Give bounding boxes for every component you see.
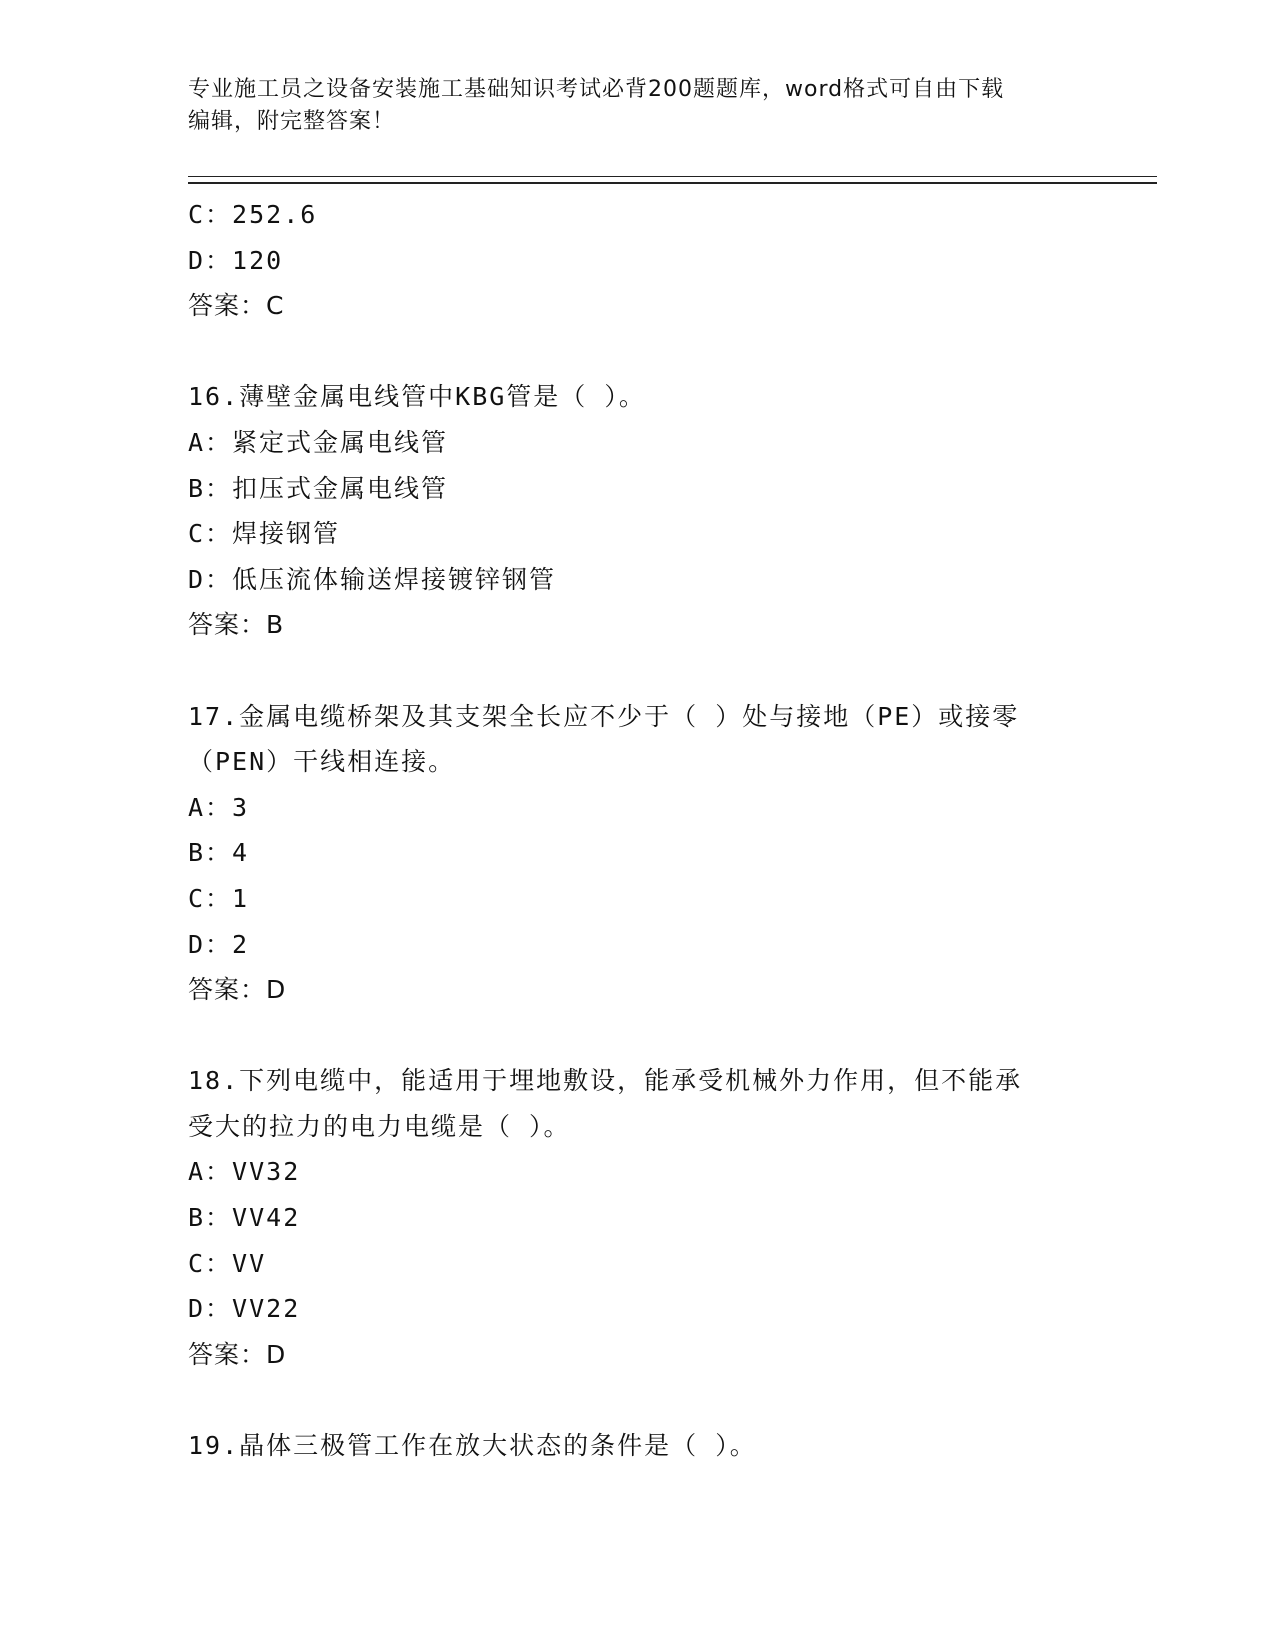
- option-d: D：2: [188, 929, 250, 959]
- option-c: C：焊接钢管: [188, 519, 341, 549]
- answer-line: 答案：B: [188, 610, 285, 640]
- option-b: B：VV42: [188, 1203, 301, 1233]
- prev-question-tail: [188, 192, 1118, 329]
- question-19: [188, 1423, 1118, 1469]
- question-text: 17.金属电缆桥架及其支架全长应不少于（ ）处与接地（PE）或接零: [188, 701, 1020, 731]
- option-a: A：紧定式金属电线管: [188, 427, 449, 457]
- spacer: [188, 648, 1118, 694]
- option-d: D：VV22: [188, 1294, 301, 1324]
- question-16: [188, 374, 1118, 648]
- question-text-continued: （PEN）干线相连接。: [188, 747, 456, 777]
- question-text: 19.晶体三极管工作在放大状态的条件是（ ）。: [188, 1431, 757, 1461]
- document-header: [188, 74, 1088, 138]
- spacer: [188, 1377, 1118, 1423]
- question-text: 18.下列电缆中，能适用于埋地敷设，能承受机械外力作用，但不能承: [188, 1066, 1023, 1096]
- answer-line: 答案：D: [188, 1339, 287, 1369]
- question-18: [188, 1058, 1118, 1377]
- question-17: [188, 694, 1118, 1013]
- option-c: C：1: [188, 883, 250, 913]
- option-b: B：4: [188, 838, 250, 868]
- option-a: A：3: [188, 792, 250, 822]
- option-d: D：低压流体输送焊接镀锌钢管: [188, 564, 557, 594]
- option-c: C：252.6: [188, 200, 318, 229]
- option-a: A：VV32: [188, 1157, 301, 1187]
- header-divider-top: [188, 176, 1157, 177]
- question-text: 16.薄壁金属电线管中KBG管是（ ）。: [188, 382, 646, 412]
- option-d: D：120: [188, 245, 284, 275]
- header-divider-bottom: [188, 182, 1157, 184]
- question-text-continued: 受大的拉力的电力电缆是（ ）。: [188, 1111, 571, 1141]
- spacer: [188, 1013, 1118, 1059]
- option-c: C：VV: [188, 1248, 267, 1278]
- spacer: [188, 329, 1118, 375]
- answer-line: 答案：D: [188, 975, 287, 1005]
- header-line-2: 编辑，附完整答案！: [188, 109, 396, 134]
- answer-line: 答案：C: [188, 291, 285, 321]
- header-line-1: 专业施工员之设备安装施工基础知识考试必背200题题库，word格式可自由下载: [188, 77, 1005, 102]
- option-b: B：扣压式金属电线管: [188, 473, 449, 503]
- question-list: [188, 192, 1118, 1469]
